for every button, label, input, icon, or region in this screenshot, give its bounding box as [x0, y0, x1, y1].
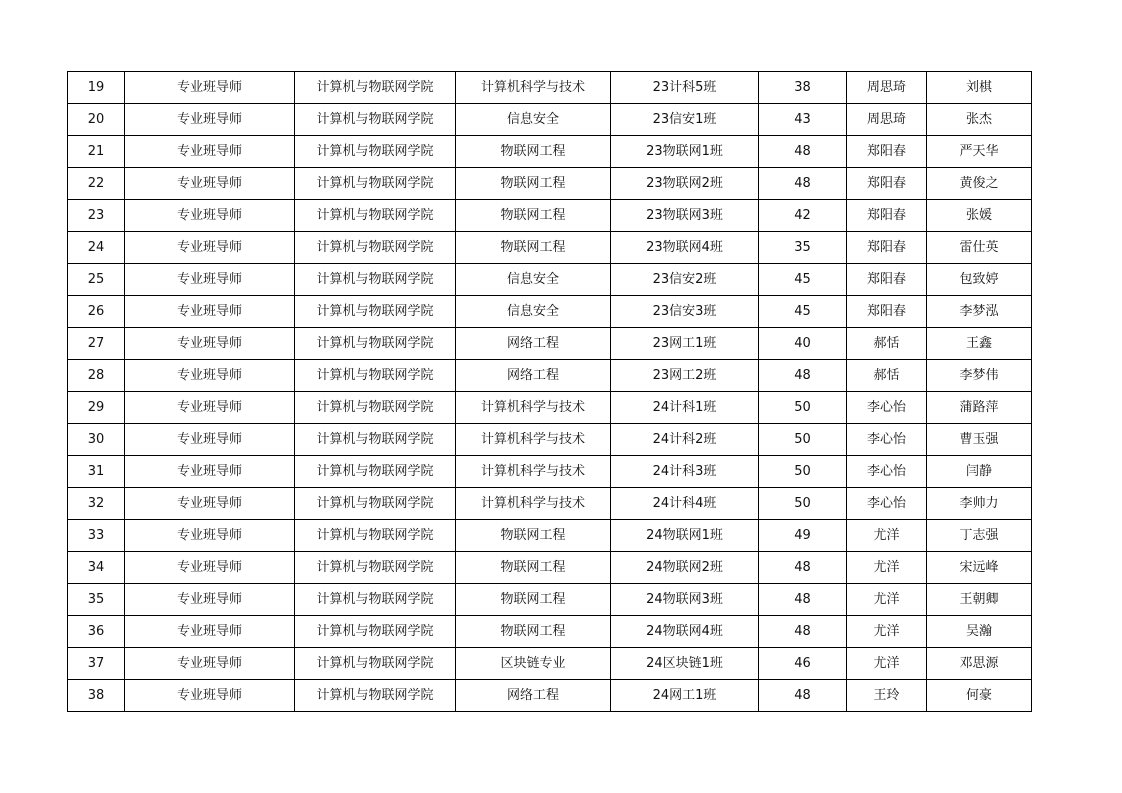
advisor-cell: 周思琦	[847, 72, 927, 104]
role-cell: 专业班导师	[125, 616, 295, 648]
mentor-cell: 王鑫	[927, 328, 1032, 360]
college-cell: 计算机与物联网学院	[295, 296, 456, 328]
student-count-cell: 48	[759, 360, 847, 392]
role-cell: 专业班导师	[125, 648, 295, 680]
role-cell: 专业班导师	[125, 392, 295, 424]
role-cell: 专业班导师	[125, 520, 295, 552]
row-number-cell: 20	[68, 104, 125, 136]
mentor-cell: 邓思源	[927, 648, 1032, 680]
table-row	[68, 456, 1032, 488]
table-row	[68, 488, 1032, 520]
table-row	[68, 360, 1032, 392]
role-cell: 专业班导师	[125, 584, 295, 616]
table-row	[68, 552, 1032, 584]
student-count-cell: 48	[759, 552, 847, 584]
class-name-cell: 23物联网2班	[611, 168, 759, 200]
college-cell: 计算机与物联网学院	[295, 360, 456, 392]
college-cell: 计算机与物联网学院	[295, 616, 456, 648]
major-cell: 信息安全	[456, 104, 611, 136]
class-name-cell: 24计科1班	[611, 392, 759, 424]
student-count-cell: 49	[759, 520, 847, 552]
major-cell: 计算机科学与技术	[456, 424, 611, 456]
major-cell: 网络工程	[456, 328, 611, 360]
college-cell: 计算机与物联网学院	[295, 264, 456, 296]
college-cell: 计算机与物联网学院	[295, 232, 456, 264]
mentor-cell: 李梦泓	[927, 296, 1032, 328]
college-cell: 计算机与物联网学院	[295, 488, 456, 520]
mentor-cell: 宋远峰	[927, 552, 1032, 584]
student-count-cell: 43	[759, 104, 847, 136]
college-cell: 计算机与物联网学院	[295, 680, 456, 712]
class-name-cell: 24区块链1班	[611, 648, 759, 680]
role-cell: 专业班导师	[125, 680, 295, 712]
mentor-cell: 何豪	[927, 680, 1032, 712]
student-count-cell: 50	[759, 488, 847, 520]
class-name-cell: 23物联网3班	[611, 200, 759, 232]
class-name-cell: 24计科3班	[611, 456, 759, 488]
table-row	[68, 424, 1032, 456]
student-count-cell: 45	[759, 264, 847, 296]
class-name-cell: 24计科2班	[611, 424, 759, 456]
row-number-cell: 33	[68, 520, 125, 552]
row-number-cell: 35	[68, 584, 125, 616]
class-name-cell: 23物联网1班	[611, 136, 759, 168]
college-cell: 计算机与物联网学院	[295, 72, 456, 104]
college-cell: 计算机与物联网学院	[295, 552, 456, 584]
mentor-cell: 刘棋	[927, 72, 1032, 104]
row-number-cell: 36	[68, 616, 125, 648]
row-number-cell: 29	[68, 392, 125, 424]
row-number-cell: 30	[68, 424, 125, 456]
advisor-cell: 李心怡	[847, 424, 927, 456]
student-count-cell: 50	[759, 392, 847, 424]
major-cell: 物联网工程	[456, 200, 611, 232]
college-cell: 计算机与物联网学院	[295, 456, 456, 488]
college-cell: 计算机与物联网学院	[295, 648, 456, 680]
student-count-cell: 48	[759, 584, 847, 616]
advisor-cell: 郝恬	[847, 360, 927, 392]
row-number-cell: 26	[68, 296, 125, 328]
mentor-cell: 张媛	[927, 200, 1032, 232]
mentor-cell: 丁志强	[927, 520, 1032, 552]
major-cell: 信息安全	[456, 264, 611, 296]
major-cell: 物联网工程	[456, 584, 611, 616]
mentor-cell: 雷仕英	[927, 232, 1032, 264]
table-body	[68, 72, 1032, 712]
class-name-cell: 23信安3班	[611, 296, 759, 328]
college-cell: 计算机与物联网学院	[295, 104, 456, 136]
college-cell: 计算机与物联网学院	[295, 136, 456, 168]
role-cell: 专业班导师	[125, 200, 295, 232]
table-row	[68, 168, 1032, 200]
role-cell: 专业班导师	[125, 424, 295, 456]
mentor-cell: 严天华	[927, 136, 1032, 168]
class-name-cell: 24网工1班	[611, 680, 759, 712]
role-cell: 专业班导师	[125, 296, 295, 328]
class-name-cell: 24物联网3班	[611, 584, 759, 616]
college-cell: 计算机与物联网学院	[295, 328, 456, 360]
table-row	[68, 104, 1032, 136]
major-cell: 网络工程	[456, 360, 611, 392]
row-number-cell: 38	[68, 680, 125, 712]
row-number-cell: 19	[68, 72, 125, 104]
college-cell: 计算机与物联网学院	[295, 584, 456, 616]
advisor-cell: 李心怡	[847, 456, 927, 488]
college-cell: 计算机与物联网学院	[295, 168, 456, 200]
class-name-cell: 23信安2班	[611, 264, 759, 296]
table-row	[68, 520, 1032, 552]
row-number-cell: 31	[68, 456, 125, 488]
mentor-cell: 吴瀚	[927, 616, 1032, 648]
table-row	[68, 232, 1032, 264]
class-name-cell: 23网工2班	[611, 360, 759, 392]
student-count-cell: 48	[759, 168, 847, 200]
row-number-cell: 32	[68, 488, 125, 520]
class-name-cell: 24物联网1班	[611, 520, 759, 552]
major-cell: 物联网工程	[456, 552, 611, 584]
major-cell: 网络工程	[456, 680, 611, 712]
class-name-cell: 23物联网4班	[611, 232, 759, 264]
role-cell: 专业班导师	[125, 232, 295, 264]
row-number-cell: 34	[68, 552, 125, 584]
class-name-cell: 23计科5班	[611, 72, 759, 104]
table-row	[68, 392, 1032, 424]
role-cell: 专业班导师	[125, 456, 295, 488]
table-row	[68, 648, 1032, 680]
class-name-cell: 24物联网4班	[611, 616, 759, 648]
major-cell: 物联网工程	[456, 520, 611, 552]
advisor-cell: 郑阳春	[847, 200, 927, 232]
table-row	[68, 200, 1032, 232]
row-number-cell: 27	[68, 328, 125, 360]
advisor-cell: 尤洋	[847, 584, 927, 616]
student-count-cell: 48	[759, 616, 847, 648]
student-count-cell: 50	[759, 456, 847, 488]
table-row	[68, 680, 1032, 712]
role-cell: 专业班导师	[125, 168, 295, 200]
class-name-cell: 24物联网2班	[611, 552, 759, 584]
role-cell: 专业班导师	[125, 488, 295, 520]
advisor-cell: 尤洋	[847, 616, 927, 648]
table-row	[68, 584, 1032, 616]
college-cell: 计算机与物联网学院	[295, 424, 456, 456]
advisor-cell: 尤洋	[847, 552, 927, 584]
mentor-cell: 黄俊之	[927, 168, 1032, 200]
mentor-cell: 李梦伟	[927, 360, 1032, 392]
mentor-cell: 曹玉强	[927, 424, 1032, 456]
advisor-cell: 郑阳春	[847, 296, 927, 328]
student-count-cell: 42	[759, 200, 847, 232]
table-row	[68, 136, 1032, 168]
student-count-cell: 45	[759, 296, 847, 328]
student-count-cell: 46	[759, 648, 847, 680]
advisor-cell: 周思琦	[847, 104, 927, 136]
major-cell: 物联网工程	[456, 168, 611, 200]
advisor-cell: 郑阳春	[847, 136, 927, 168]
student-count-cell: 50	[759, 424, 847, 456]
major-cell: 物联网工程	[456, 136, 611, 168]
major-cell: 区块链专业	[456, 648, 611, 680]
major-cell: 计算机科学与技术	[456, 488, 611, 520]
major-cell: 计算机科学与技术	[456, 456, 611, 488]
table-row	[68, 328, 1032, 360]
student-count-cell: 48	[759, 680, 847, 712]
advisor-cell: 尤洋	[847, 520, 927, 552]
role-cell: 专业班导师	[125, 552, 295, 584]
student-count-cell: 48	[759, 136, 847, 168]
row-number-cell: 37	[68, 648, 125, 680]
advisor-cell: 王玲	[847, 680, 927, 712]
mentor-cell: 张杰	[927, 104, 1032, 136]
row-number-cell: 21	[68, 136, 125, 168]
table-row	[68, 72, 1032, 104]
major-cell: 物联网工程	[456, 232, 611, 264]
row-number-cell: 28	[68, 360, 125, 392]
table-row	[68, 264, 1032, 296]
role-cell: 专业班导师	[125, 360, 295, 392]
major-cell: 计算机科学与技术	[456, 392, 611, 424]
major-cell: 计算机科学与技术	[456, 72, 611, 104]
table-row	[68, 616, 1032, 648]
mentor-cell: 蒲路萍	[927, 392, 1032, 424]
role-cell: 专业班导师	[125, 72, 295, 104]
table-row	[68, 296, 1032, 328]
role-cell: 专业班导师	[125, 136, 295, 168]
major-cell: 物联网工程	[456, 616, 611, 648]
role-cell: 专业班导师	[125, 104, 295, 136]
advisor-cell: 李心怡	[847, 392, 927, 424]
mentor-cell: 包致婷	[927, 264, 1032, 296]
class-name-cell: 23信安1班	[611, 104, 759, 136]
advisor-cell: 尤洋	[847, 648, 927, 680]
major-cell: 信息安全	[456, 296, 611, 328]
advisor-cell: 李心怡	[847, 488, 927, 520]
role-cell: 专业班导师	[125, 264, 295, 296]
mentor-assignment-table	[67, 71, 1032, 712]
student-count-cell: 38	[759, 72, 847, 104]
row-number-cell: 25	[68, 264, 125, 296]
row-number-cell: 24	[68, 232, 125, 264]
advisor-cell: 郑阳春	[847, 232, 927, 264]
class-name-cell: 23网工1班	[611, 328, 759, 360]
row-number-cell: 22	[68, 168, 125, 200]
college-cell: 计算机与物联网学院	[295, 200, 456, 232]
mentor-cell: 王朝卿	[927, 584, 1032, 616]
college-cell: 计算机与物联网学院	[295, 392, 456, 424]
role-cell: 专业班导师	[125, 328, 295, 360]
student-count-cell: 35	[759, 232, 847, 264]
row-number-cell: 23	[68, 200, 125, 232]
college-cell: 计算机与物联网学院	[295, 520, 456, 552]
advisor-cell: 郝恬	[847, 328, 927, 360]
advisor-cell: 郑阳春	[847, 168, 927, 200]
student-count-cell: 40	[759, 328, 847, 360]
advisor-cell: 郑阳春	[847, 264, 927, 296]
mentor-cell: 闫静	[927, 456, 1032, 488]
mentor-cell: 李帅力	[927, 488, 1032, 520]
class-name-cell: 24计科4班	[611, 488, 759, 520]
